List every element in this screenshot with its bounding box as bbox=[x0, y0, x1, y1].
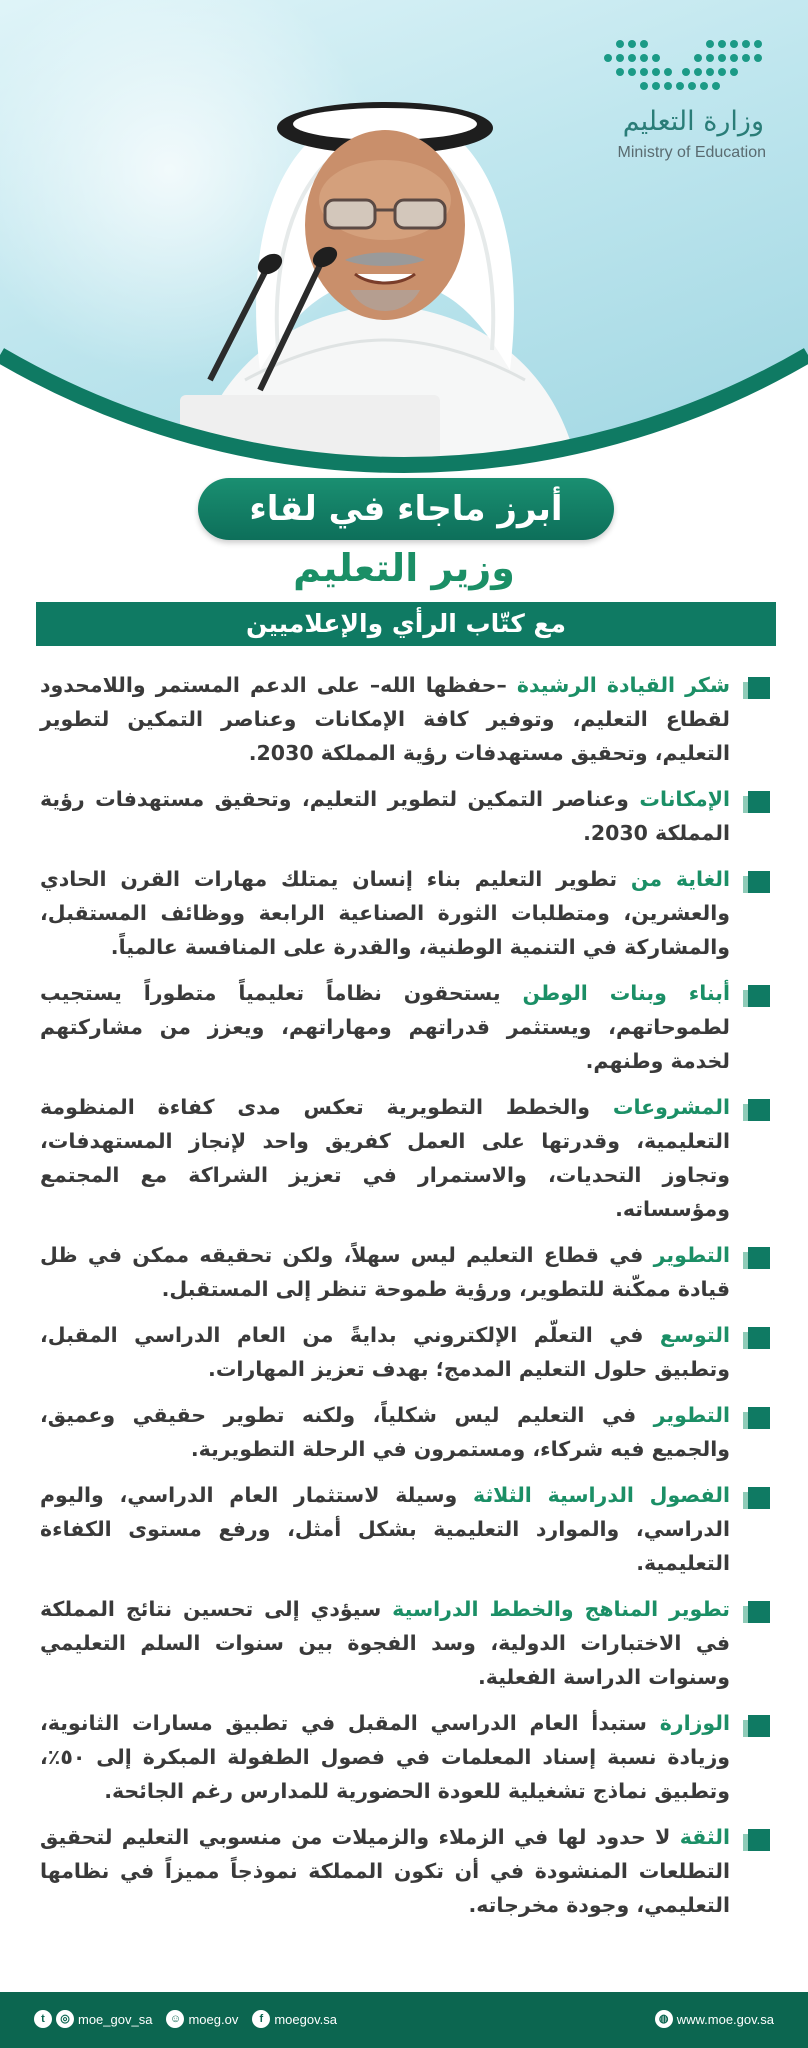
item-keyword: التطوير bbox=[653, 1403, 730, 1427]
logo-english-text: Ministry of Education bbox=[617, 144, 766, 161]
square-bullet-icon bbox=[748, 1247, 770, 1269]
square-bullet-icon bbox=[748, 1407, 770, 1429]
highlights-list bbox=[40, 668, 770, 1922]
square-bullet-icon bbox=[748, 1099, 770, 1121]
page-title: وزير التعليم bbox=[293, 546, 515, 590]
item-text: سيؤدي إلى تحسين نتائج المملكة في الاختبارات الدولية، وسد الفجوة بين سنوات السلم التعليمي وسنوات الدراسة الفعلية. bbox=[40, 1597, 730, 1689]
item-keyword: التطوير bbox=[653, 1243, 730, 1267]
item-keyword: الفصول الدراسية الثلاثة bbox=[473, 1483, 730, 1507]
square-bullet-icon bbox=[748, 1327, 770, 1349]
square-bullet-icon bbox=[748, 985, 770, 1007]
item-keyword: شكر القيادة الرشيدة bbox=[516, 673, 730, 697]
ministry-logo bbox=[590, 36, 770, 166]
item-keyword: الثقة bbox=[679, 1825, 730, 1849]
social-handle-link[interactable]: moe_gov_sa bbox=[78, 2011, 153, 2027]
list-item bbox=[40, 1592, 770, 1694]
item-text: لا حدود لها في الزملاء والزميلات من منسوبي التعليم لتحقيق التطلعات المنشودة في أن تكون المملكة نموذجاً مميزاً في نظامها التعليمي، وجودة مخرجاته. bbox=[40, 1825, 730, 1917]
social-links bbox=[34, 2010, 337, 2028]
website-link[interactable]: www.moe.gov.sa bbox=[676, 2011, 774, 2027]
item-text: والخطط التطويرية تعكس مدى كفاءة المنظومة التعليمية، وقدرتها على العمل كفريق واحد لإنجاز المستهدفات، وتجاوز التحديات، والاستمرار في تعزيز الشراكة مع المجتمع ومؤسساته. bbox=[40, 1095, 730, 1221]
list-item bbox=[40, 1820, 770, 1922]
list-item bbox=[40, 1706, 770, 1808]
item-keyword: التوسع bbox=[659, 1323, 730, 1347]
square-bullet-icon bbox=[748, 1601, 770, 1623]
list-item bbox=[40, 976, 770, 1078]
square-bullet-icon bbox=[748, 791, 770, 813]
square-bullet-icon bbox=[748, 1487, 770, 1509]
twitter-icon[interactable]: t bbox=[34, 2010, 52, 2028]
globe-icon: ◍ bbox=[655, 2010, 673, 2028]
logo-dots-icon bbox=[600, 36, 770, 96]
item-text: وسيلة لاستثمار العام الدراسي، واليوم الدراسي، والموارد التعليمية بشكل أمثل، ورفع مستوى الكفاءة التعليمية. bbox=[40, 1483, 730, 1575]
facebook-icon[interactable]: f bbox=[252, 2010, 270, 2028]
square-bullet-icon bbox=[748, 871, 770, 893]
square-bullet-icon bbox=[748, 1829, 770, 1851]
item-keyword: أبناء وبنات الوطن bbox=[522, 981, 730, 1005]
title-pill: أبرز ماجاء في لقاء bbox=[198, 478, 614, 540]
list-item bbox=[40, 1478, 770, 1580]
item-text: في التعليم ليس شكلياً، ولكنه تطوير حقيقي وعميق، والجميع فيه شركاء، ومستمرون في الرحلة التطويرية. bbox=[40, 1403, 730, 1461]
snapchat-icon[interactable]: ☺ bbox=[166, 2010, 184, 2028]
item-text: ستبدأ العام الدراسي المقبل في تطبيق مسارات الثانوية، وزيادة نسبة إسناد المعلمات في فصول الطفولة المبكرة إلى ٥٠٪، وتطبيق نماذج تشغيلية للعودة الحضورية للمدارس رغم الجائحة. bbox=[40, 1711, 730, 1803]
list-item bbox=[40, 1318, 770, 1386]
item-keyword: الإمكانات bbox=[639, 787, 730, 811]
item-text: يستحقون نظاماً تعليمياً متطوراً يستجيب لطموحاتهم، ويستثمر قدراتهم ومهاراتهم، ويعزز من مشاركتهم لخدمة وطنهم. bbox=[40, 981, 730, 1073]
item-keyword: الغاية من bbox=[630, 867, 730, 891]
square-bullet-icon bbox=[748, 677, 770, 699]
item-text: في التعلّم الإلكتروني بدايةً من العام الدراسي المقبل، وتطبيق حلول التعليم المدمج؛ بهدف تعزيز المهارات. bbox=[40, 1323, 730, 1381]
logo-arabic-text: وزارة التعليم bbox=[622, 106, 764, 137]
website-link-group bbox=[655, 2010, 774, 2028]
item-keyword: تطوير المناهج والخطط الدراسية bbox=[392, 1597, 730, 1621]
square-bullet-icon bbox=[748, 1715, 770, 1737]
item-text: في قطاع التعليم ليس سهلاً، ولكن تحقيقه ممكن في ظل قيادة ممكّنة للتطوير، ورؤية طموحة تنظر إلى المستقبل. bbox=[40, 1243, 730, 1301]
subtitle-bar: مع كتّاب الرأي والإعلاميين bbox=[36, 602, 776, 646]
list-item bbox=[40, 1090, 770, 1226]
list-item bbox=[40, 862, 770, 964]
item-keyword: الوزارة bbox=[659, 1711, 730, 1735]
facebook-handle-link[interactable]: moegov.sa bbox=[274, 2011, 337, 2027]
header-banner bbox=[0, 0, 808, 480]
instagram-icon[interactable]: ◎ bbox=[56, 2010, 74, 2028]
list-item bbox=[40, 1238, 770, 1306]
list-item bbox=[40, 782, 770, 850]
item-keyword: المشروعات bbox=[612, 1095, 730, 1119]
item-text: وعناصر التمكين لتطوير التعليم، وتحقيق مستهدفات رؤية المملكة 2030. bbox=[40, 787, 730, 845]
footer-bar bbox=[0, 1992, 808, 2048]
list-item bbox=[40, 668, 770, 770]
list-item bbox=[40, 1398, 770, 1466]
snapchat-handle-link[interactable]: moeg.ov bbox=[188, 2011, 239, 2027]
item-text: تطوير التعليم بناء إنسان يمتلك مهارات القرن الحادي والعشرين، ومتطلبات الثورة الصناعية الرابعة ووظائف المستقبل، والمشاركة في التنمية الوطنية، والقدرة على المنافسة عالمياً. bbox=[40, 867, 730, 959]
item-text: –حفظها الله– على الدعم المستمر واللامحدود لقطاع التعليم، وتوفير كافة الإمكانات وعناصر التمكين لتطوير التعليم، وتحقيق مستهدفات رؤية المملكة 2030. bbox=[40, 673, 730, 765]
